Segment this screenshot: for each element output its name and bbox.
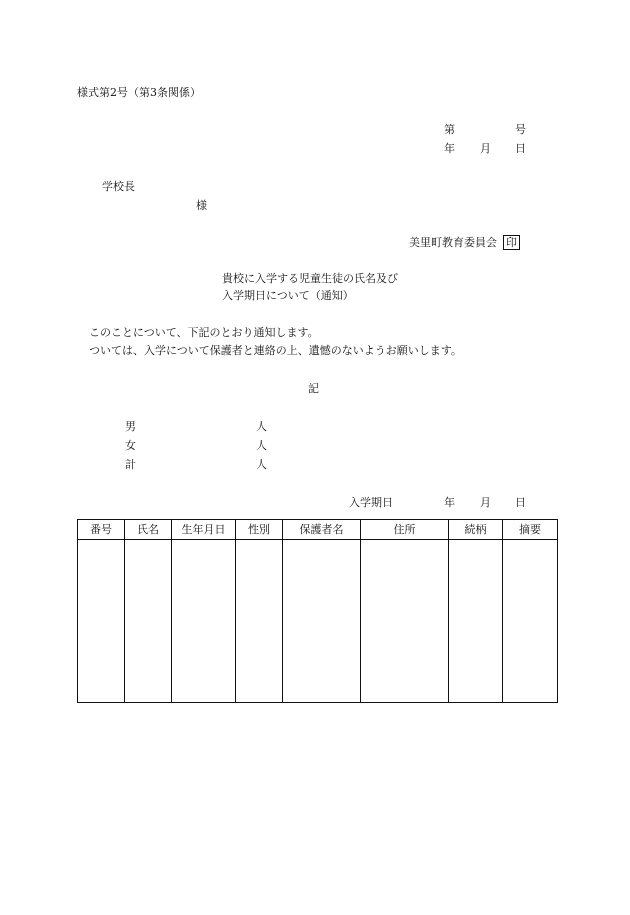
admission-date-day: 日 <box>515 496 526 509</box>
seal-mark: 印 <box>503 235 520 250</box>
addressee-title: 学校長 <box>102 180 135 193</box>
count-female-unit: 人 <box>256 439 267 452</box>
body-line-1: このことについて、下記のとおり通知します。 <box>89 326 319 339</box>
table-cell <box>503 540 558 703</box>
sender-block <box>409 235 520 250</box>
table-cell <box>361 540 449 703</box>
table-cell <box>236 540 283 703</box>
admission-date-month: 月 <box>480 496 491 509</box>
date-day: 日 <box>515 142 526 155</box>
count-male-label: 男 <box>125 420 136 433</box>
count-male-unit: 人 <box>256 420 267 433</box>
col-relationship: 続柄 <box>449 520 503 540</box>
table-row <box>78 540 558 703</box>
col-birthdate: 生年月日 <box>172 520 236 540</box>
table-cell <box>449 540 503 703</box>
sender-name: 美里町教育委員会 <box>409 236 497 249</box>
table-header-row <box>78 520 558 540</box>
admission-date-label: 入学期日 <box>349 496 393 509</box>
addressee-honorific: 様 <box>196 199 207 212</box>
col-remarks: 摘要 <box>503 520 558 540</box>
body-line-2: ついては、入学について保護者と連絡の上、遺憾のないようお願いします。 <box>89 344 462 357</box>
table-cell <box>283 540 361 703</box>
count-female-label: 女 <box>125 439 136 452</box>
admission-date-year: 年 <box>444 496 455 509</box>
ki-heading: 記 <box>308 382 319 395</box>
doc-number-prefix: 第 <box>444 123 455 136</box>
student-roster-table <box>77 519 558 703</box>
col-number: 番号 <box>78 520 125 540</box>
col-gender: 性別 <box>236 520 283 540</box>
table-cell <box>172 540 236 703</box>
subject-line-1: 貴校に入学する児童生徒の氏名及び <box>222 272 398 285</box>
col-guardian: 保護者名 <box>283 520 361 540</box>
doc-number-suffix: 号 <box>515 123 526 136</box>
count-total-label: 計 <box>125 458 136 471</box>
subject-line-2: 入学期日について（通知） <box>222 289 354 302</box>
col-address: 住所 <box>361 520 449 540</box>
table-cell <box>78 540 125 703</box>
count-total-unit: 人 <box>256 458 267 471</box>
form-label: 様式第2号（第3条関係） <box>77 86 201 99</box>
col-name: 氏名 <box>125 520 172 540</box>
table-cell <box>125 540 172 703</box>
date-month: 月 <box>480 142 491 155</box>
date-year: 年 <box>444 142 455 155</box>
